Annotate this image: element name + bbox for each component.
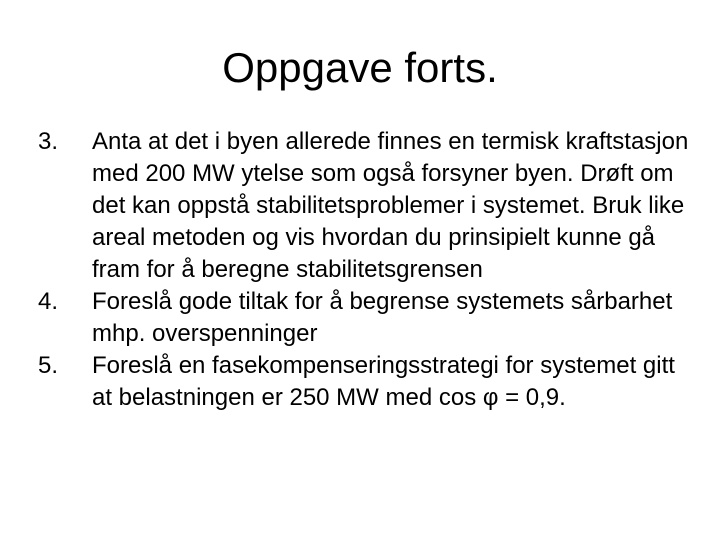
task-number: 4. [38, 288, 59, 315]
task-item-4 [38, 286, 698, 350]
task-list [38, 126, 698, 414]
task-text: Anta at det i byen allerede finnes en termisk kraftstasjon med 200 MW ytelse som også forsyner byen. Drøft om det kan oppstå stabilitetsproblemer i systemet. Bruk like areal metoden og vis hvordan du prinsipielt kunne gå fram for å beregne stabilitetsgrensen [92, 128, 689, 283]
slide-title: Oppgave forts. [222, 44, 498, 91]
task-text: Foreslå en fasekompenseringsstrategi for systemet gitt at belastningen er 250 MW med cos φ = 0,9. [92, 352, 675, 411]
task-text: Foreslå gode tiltak for å begrense systemets sårbarhet mhp. overspenninger [92, 288, 673, 347]
task-item-3 [38, 126, 698, 286]
task-number: 3. [38, 128, 59, 155]
task-item-5 [38, 350, 698, 414]
task-number: 5. [38, 352, 59, 379]
